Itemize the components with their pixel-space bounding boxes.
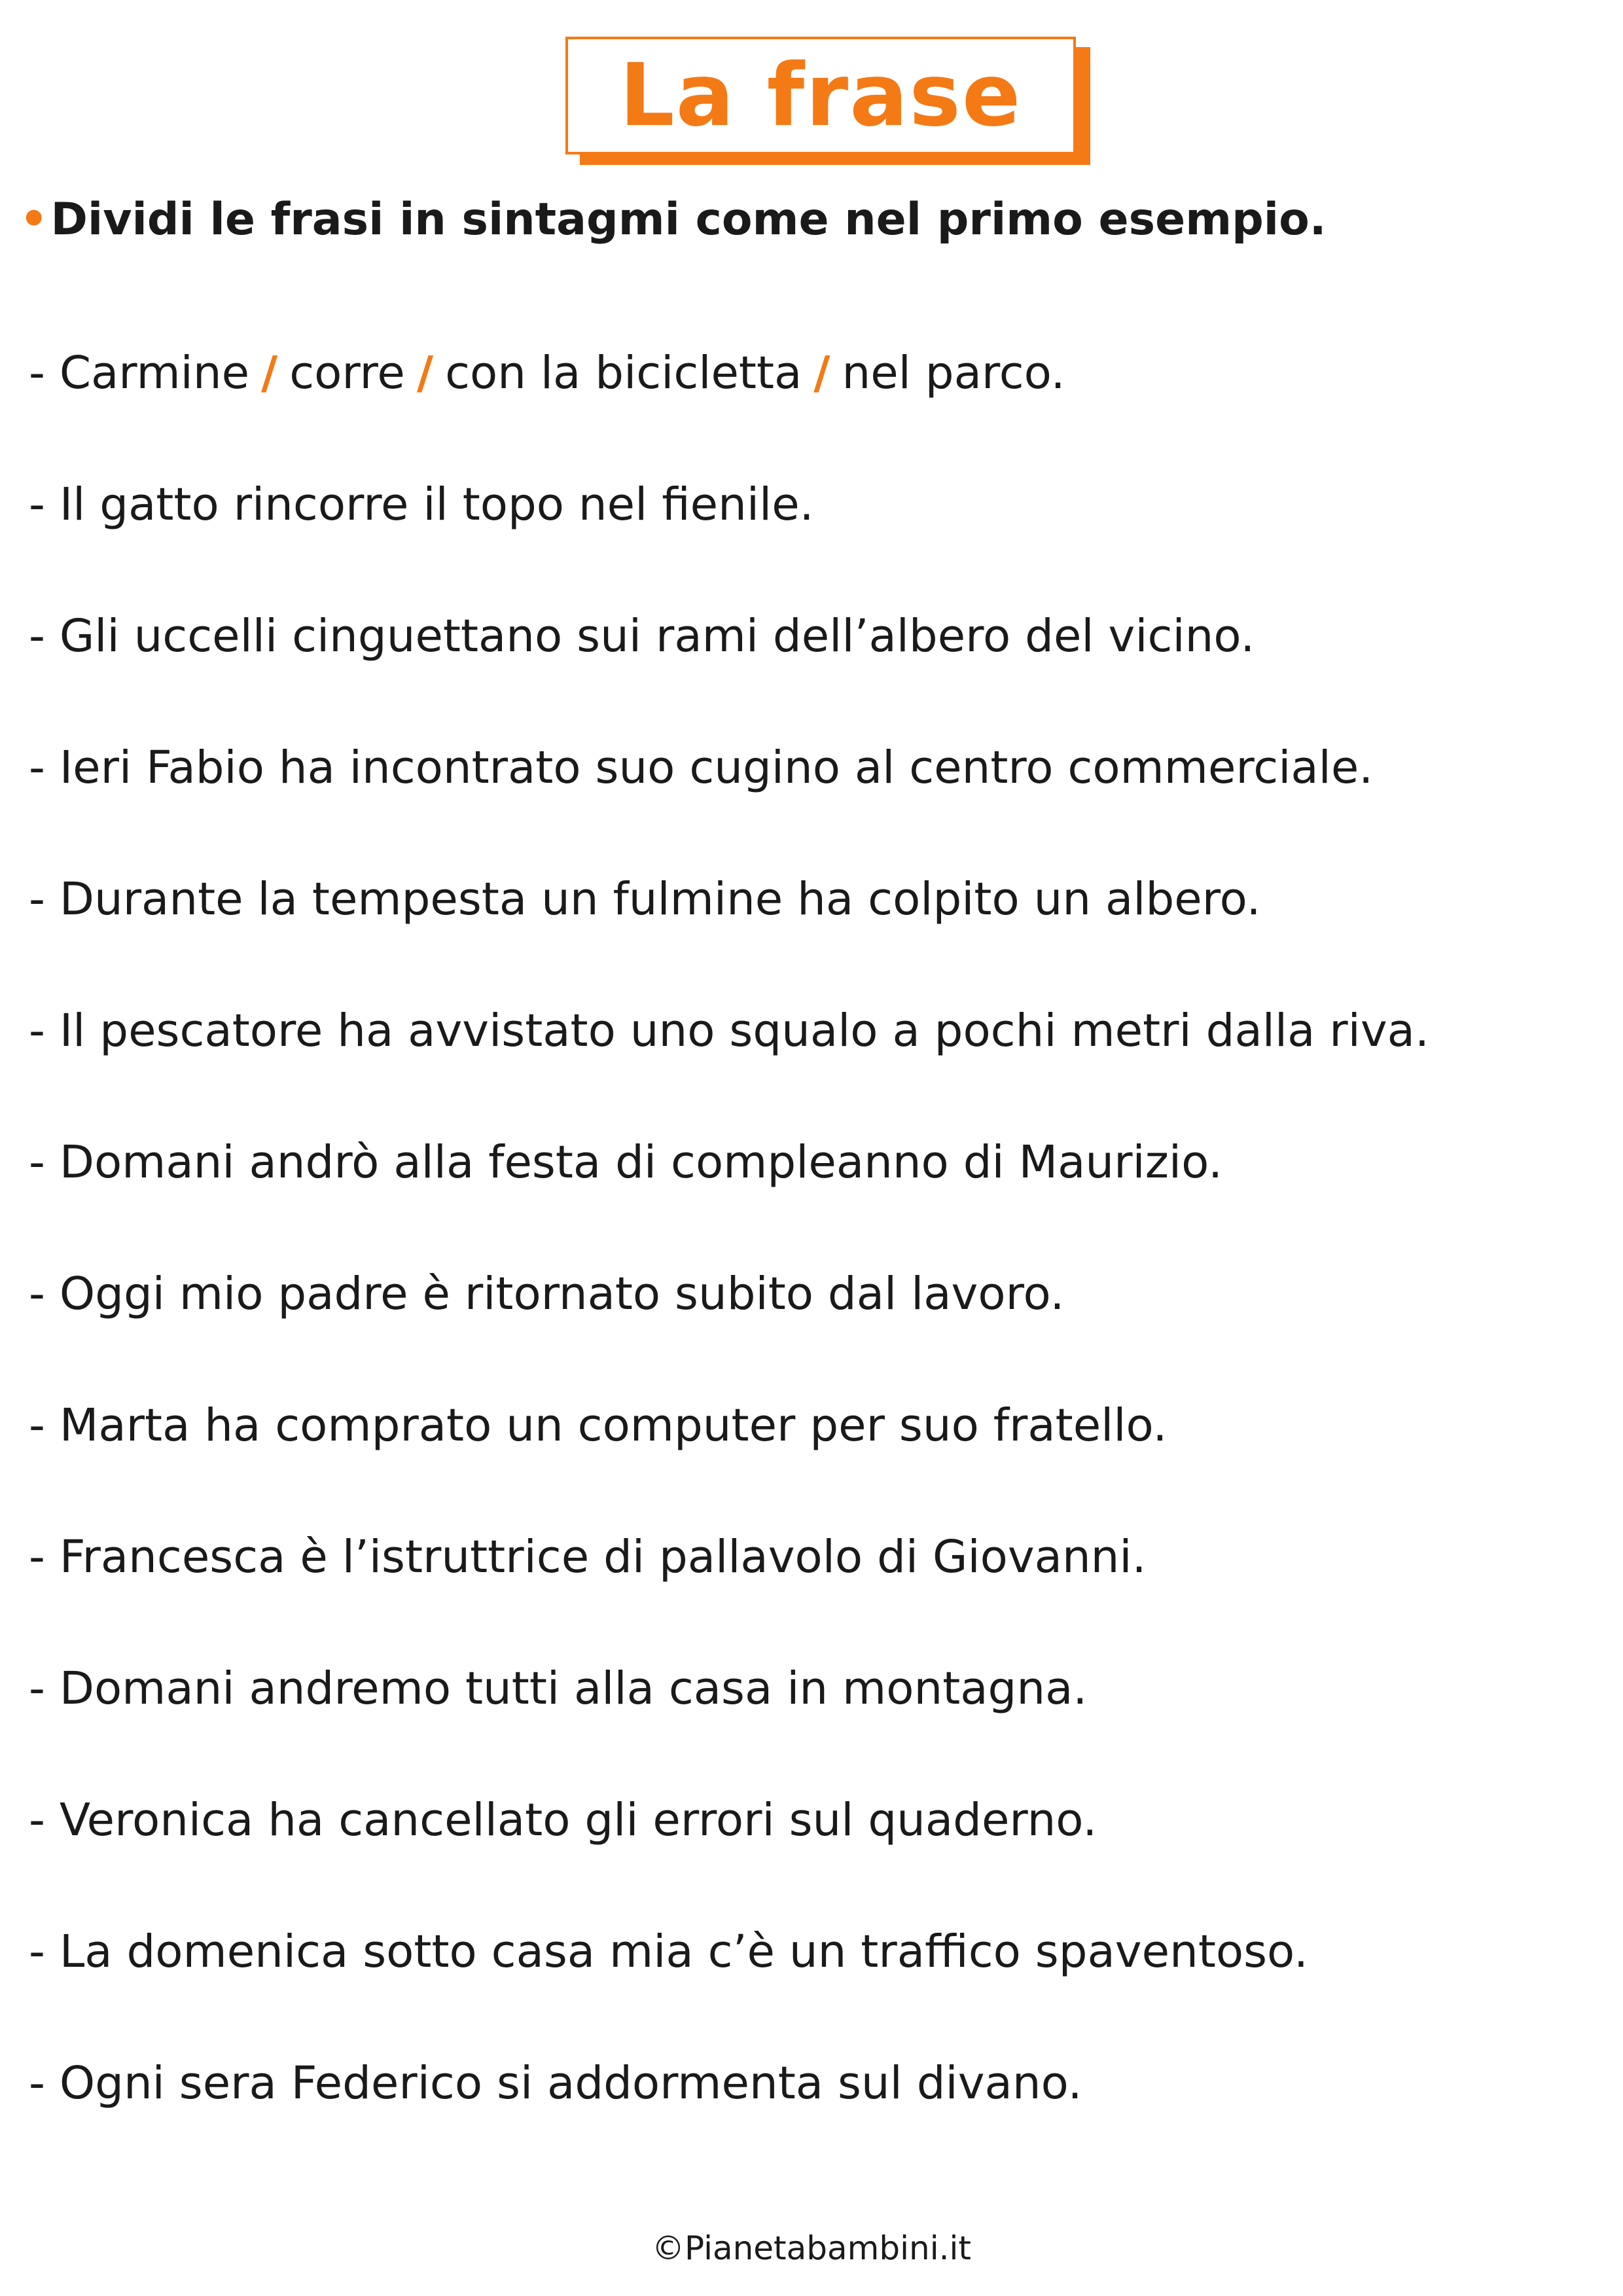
sentence-item: - Marta ha comprato un computer per suo fratello. — [29, 1399, 1168, 1452]
sentence-item: - Domani andrò alla festa di compleanno di Maurizio. — [29, 1136, 1223, 1189]
separator-slash: / — [416, 347, 434, 399]
instruction-text: Dividi le frasi in sintagmi come nel primo esempio. — [50, 194, 1327, 245]
separator-slash: / — [261, 347, 278, 399]
sentence-item: - Domani andremo tutti alla casa in montagna. — [29, 1662, 1088, 1715]
footer-copyright: ©Pianetabambini.it — [652, 2229, 971, 2267]
sentence-list — [29, 340, 1599, 2182]
sentence-item: - Veronica ha cancellato gli errori sul quaderno. — [29, 1794, 1097, 1846]
example-part: nel parco. — [842, 347, 1065, 399]
sentence-item: - Il pescatore ha avvistato uno squalo a pochi metri dalla riva. — [29, 1005, 1429, 1057]
page-title: La frase — [619, 45, 1022, 146]
title-banner — [565, 37, 1076, 154]
bullet-icon: • — [20, 194, 48, 245]
sentence-item: - Il gatto rincorre il topo nel fienile. — [29, 478, 814, 531]
sentence-item: - Francesca è l’istruttrice di pallavolo di Giovanni. — [29, 1531, 1147, 1583]
sentence-item: - Ogni sera Federico si addormenta sul divano. — [29, 2057, 1082, 2109]
sentence-item: - Oggi mio padre è ritornato subito dal lavoro. — [29, 1268, 1065, 1320]
example-sentence — [29, 340, 1599, 472]
example-prefix: - — [29, 347, 60, 399]
sentence-item: - Durante la tempesta un fulmine ha colpito un albero. — [29, 873, 1261, 925]
instruction — [20, 194, 1327, 245]
sentence-item: - La domenica sotto casa mia c’è un traffico spaventoso. — [29, 1926, 1308, 1978]
example-part: con la bicicletta — [445, 347, 802, 399]
example-part: Carmine — [59, 347, 250, 399]
title-box — [565, 37, 1076, 154]
separator-slash: / — [813, 347, 830, 399]
sentence-item: - Ieri Fabio ha incontrato suo cugino al centro commerciale. — [29, 742, 1374, 794]
sentence-item: - Gli uccelli cinguettano sui rami dell’albero del vicino. — [29, 610, 1255, 662]
example-part: corre — [289, 347, 405, 399]
